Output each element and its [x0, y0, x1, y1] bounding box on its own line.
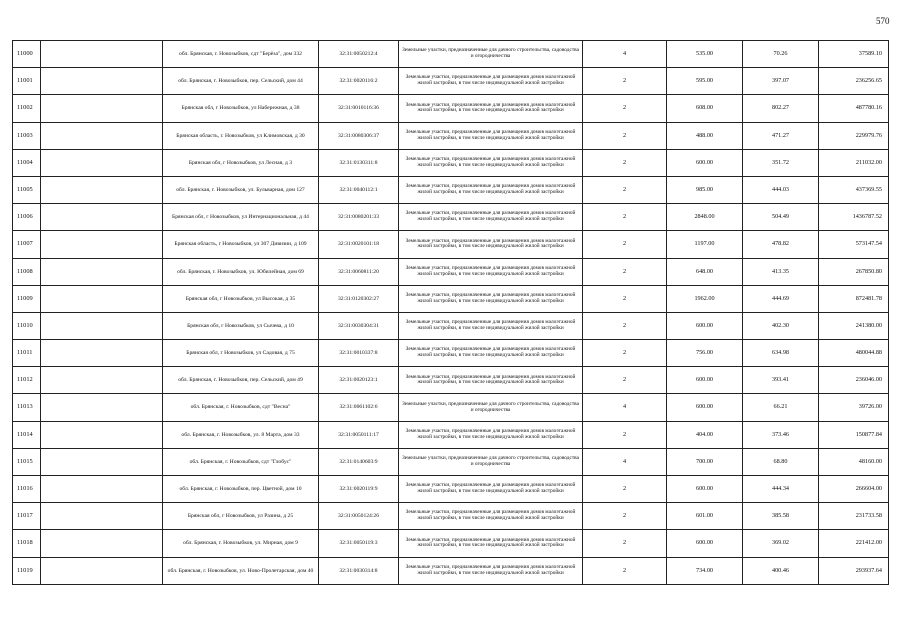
row-number-cell: 11011: [13, 340, 41, 367]
specific-value-cell: 385.58: [743, 503, 819, 530]
cadastral-number-cell: 32:31:0060811:20: [319, 258, 399, 285]
specific-value-cell: 397.07: [743, 68, 819, 95]
group-number-cell: 2: [583, 367, 667, 394]
address-cell: обл. Брянская, г. Новозыбков, ул. Мирная, дом 9: [163, 530, 319, 557]
cadastral-number-cell: 32:31:0030304:31: [319, 312, 399, 339]
land-use-cell: Земельные участки, предназначенные для размещения домов малоэтажной жилой застройки, в том числе индивидуальной жилой застройки: [399, 231, 583, 258]
land-use-cell: Земельные участки, предназначенные для дачного строительства, садоводства и огородничества: [399, 41, 583, 68]
table-row: [13, 122, 889, 149]
cadastral-number-cell: 32:31:0020123:1: [319, 367, 399, 394]
area-cell: 601.00: [667, 503, 743, 530]
cadastral-number-cell: 32:31:0061102:6: [319, 394, 399, 421]
group-number-cell: 2: [583, 340, 667, 367]
group-number-cell: 4: [583, 41, 667, 68]
address-cell: Брянская обл, г Новозыбков, ул Интернациональная, д 44: [163, 204, 319, 231]
land-use-cell: Земельные участки, предназначенные для размещения домов малоэтажной жилой застройки, в том числе индивидуальной жилой застройки: [399, 557, 583, 584]
group-number-cell: 2: [583, 149, 667, 176]
cadastral-number-cell: 32:31:0050124:26: [319, 503, 399, 530]
table-row: [13, 557, 889, 584]
row-number-cell: 11007: [13, 231, 41, 258]
cadastral-value-cell: 1436787.52: [819, 204, 889, 231]
cadastral-value-cell: 211032.00: [819, 149, 889, 176]
specific-value-cell: 471.27: [743, 122, 819, 149]
table-row: [13, 476, 889, 503]
cadastral-value-cell: 480044.88: [819, 340, 889, 367]
land-use-cell: Земельные участки, предназначенные для дачного строительства, садоводства и огородничества: [399, 448, 583, 475]
blank-cell: [41, 557, 163, 584]
blank-cell: [41, 149, 163, 176]
row-number-cell: 11010: [13, 312, 41, 339]
blank-cell: [41, 204, 163, 231]
group-number-cell: 2: [583, 312, 667, 339]
cadastral-number-cell: 32:31:0020119:9: [319, 476, 399, 503]
land-use-cell: Земельные участки, предназначенные для размещения домов малоэтажной жилой застройки, в том числе индивидуальной жилой застройки: [399, 476, 583, 503]
blank-cell: [41, 285, 163, 312]
table-row: [13, 231, 889, 258]
cadastral-value-cell: 229979.76: [819, 122, 889, 149]
cadastral-value-cell: 236256.65: [819, 68, 889, 95]
row-number-cell: 11009: [13, 285, 41, 312]
address-cell: обл. Брянская, г. Новозыбков, пер. Сельский, дом 49: [163, 367, 319, 394]
land-use-cell: Земельные участки, предназначенные для размещения домов малоэтажной жилой застройки, в том числе индивидуальной жилой застройки: [399, 149, 583, 176]
row-number-cell: 11005: [13, 176, 41, 203]
specific-value-cell: 504.49: [743, 204, 819, 231]
cadastral-value-cell: 573147.54: [819, 231, 889, 258]
table-row: [13, 340, 889, 367]
cadastral-value-cell: 37589.10: [819, 41, 889, 68]
row-number-cell: 11017: [13, 503, 41, 530]
row-number-cell: 11003: [13, 122, 41, 149]
cadastral-number-cell: 32:31:0030314:8: [319, 557, 399, 584]
table-row: [13, 68, 889, 95]
area-cell: 535.00: [667, 41, 743, 68]
land-use-cell: Земельные участки, предназначенные для размещения домов малоэтажной жилой застройки, в том числе индивидуальной жилой застройки: [399, 95, 583, 122]
table-row: [13, 367, 889, 394]
blank-cell: [41, 122, 163, 149]
cadastral-number-cell: 32:31:0010116:36: [319, 95, 399, 122]
area-cell: 734.00: [667, 557, 743, 584]
address-cell: Брянская обл, г Новозыбков, ул Садовая, д 75: [163, 340, 319, 367]
area-cell: 600.00: [667, 149, 743, 176]
cadastral-number-cell: 32:31:0040112:1: [319, 176, 399, 203]
table-row: [13, 176, 889, 203]
table-row: [13, 503, 889, 530]
specific-value-cell: 369.02: [743, 530, 819, 557]
address-cell: обл. Брянская, г. Новозыбков, ул. Юбилейная, дом 69: [163, 258, 319, 285]
land-use-cell: Земельные участки, предназначенные для дачного строительства, садоводства и огородничества: [399, 394, 583, 421]
group-number-cell: 2: [583, 421, 667, 448]
blank-cell: [41, 176, 163, 203]
cadastral-number-cell: 32:31:0010337:8: [319, 340, 399, 367]
cadastral-value-cell: 266604.00: [819, 476, 889, 503]
group-number-cell: 4: [583, 448, 667, 475]
cadastral-number-cell: 32:31:0080306:37: [319, 122, 399, 149]
row-number-cell: 11008: [13, 258, 41, 285]
address-cell: Брянская обл, г Новозыбков, ул Высокая, д 35: [163, 285, 319, 312]
group-number-cell: 4: [583, 394, 667, 421]
specific-value-cell: 402.30: [743, 312, 819, 339]
cadastral-value-cell: 267850.80: [819, 258, 889, 285]
group-number-cell: 2: [583, 231, 667, 258]
blank-cell: [41, 421, 163, 448]
group-number-cell: 2: [583, 285, 667, 312]
specific-value-cell: 68.80: [743, 448, 819, 475]
group-number-cell: 2: [583, 68, 667, 95]
specific-value-cell: 351.72: [743, 149, 819, 176]
page-number: 570: [876, 16, 890, 26]
row-number-cell: 11013: [13, 394, 41, 421]
blank-cell: [41, 340, 163, 367]
group-number-cell: 2: [583, 476, 667, 503]
land-use-cell: Земельные участки, предназначенные для размещения домов малоэтажной жилой застройки, в том числе индивидуальной жилой застройки: [399, 68, 583, 95]
area-cell: 756.00: [667, 340, 743, 367]
blank-cell: [41, 530, 163, 557]
blank-cell: [41, 503, 163, 530]
blank-cell: [41, 448, 163, 475]
area-cell: 600.00: [667, 476, 743, 503]
specific-value-cell: 444.69: [743, 285, 819, 312]
specific-value-cell: 634.98: [743, 340, 819, 367]
group-number-cell: 2: [583, 204, 667, 231]
table-row: [13, 95, 889, 122]
address-cell: Брянская обл, г Новозыбков, ул Набережная, д 38: [163, 95, 319, 122]
cadastral-number-cell: 32:31:0120302:27: [319, 285, 399, 312]
table-row: [13, 149, 889, 176]
cadastral-number-cell: 32:31:0140603:9: [319, 448, 399, 475]
row-number-cell: 11016: [13, 476, 41, 503]
land-use-cell: Земельные участки, предназначенные для размещения домов малоэтажной жилой застройки, в том числе индивидуальной жилой застройки: [399, 312, 583, 339]
cadastral-value-cell: 236046.00: [819, 367, 889, 394]
specific-value-cell: 66.21: [743, 394, 819, 421]
cadastral-value-cell: 48160.00: [819, 448, 889, 475]
table-row: [13, 530, 889, 557]
cadastral-value-cell: 221412.00: [819, 530, 889, 557]
group-number-cell: 2: [583, 95, 667, 122]
address-cell: обл. Брянская, г. Новозыбков, пер. Сельский, дом 44: [163, 68, 319, 95]
land-use-cell: Земельные участки, предназначенные для размещения домов малоэтажной жилой застройки, в том числе индивидуальной жилой застройки: [399, 258, 583, 285]
address-cell: обл. Брянская, г. Новозыбков, пер. Цветной, дом 10: [163, 476, 319, 503]
table-body: [13, 41, 889, 585]
area-cell: 595.00: [667, 68, 743, 95]
specific-value-cell: 444.03: [743, 176, 819, 203]
cadastral-number-cell: 32:31:0130311:8: [319, 149, 399, 176]
specific-value-cell: 478.82: [743, 231, 819, 258]
blank-cell: [41, 41, 163, 68]
area-cell: 600.00: [667, 530, 743, 557]
land-use-cell: Земельные участки, предназначенные для размещения домов малоэтажной жилой застройки, в том числе индивидуальной жилой застройки: [399, 503, 583, 530]
address-cell: Брянская область, г Новозыбков, ул 307 Дивизии, д 109: [163, 231, 319, 258]
land-use-cell: Земельные участки, предназначенные для размещения домов малоэтажной жилой застройки, в том числе индивидуальной жилой застройки: [399, 340, 583, 367]
land-use-cell: Земельные участки, предназначенные для размещения домов малоэтажной жилой застройки, в том числе индивидуальной жилой застройки: [399, 285, 583, 312]
row-number-cell: 11019: [13, 557, 41, 584]
cadastral-value-cell: 150877.84: [819, 421, 889, 448]
land-use-cell: Земельные участки, предназначенные для размещения домов малоэтажной жилой застройки, в том числе индивидуальной жилой застройки: [399, 367, 583, 394]
land-use-cell: Земельные участки, предназначенные для размещения домов малоэтажной жилой застройки, в том числе индивидуальной жилой застройки: [399, 421, 583, 448]
specific-value-cell: 400.46: [743, 557, 819, 584]
specific-value-cell: 444.34: [743, 476, 819, 503]
group-number-cell: 2: [583, 176, 667, 203]
specific-value-cell: 70.26: [743, 41, 819, 68]
area-cell: 600.00: [667, 394, 743, 421]
blank-cell: [41, 367, 163, 394]
specific-value-cell: 413.35: [743, 258, 819, 285]
area-cell: 1197.00: [667, 231, 743, 258]
group-number-cell: 2: [583, 122, 667, 149]
area-cell: 488.00: [667, 122, 743, 149]
land-use-cell: Земельные участки, предназначенные для размещения домов малоэтажной жилой застройки, в том числе индивидуальной жилой застройки: [399, 176, 583, 203]
row-number-cell: 11015: [13, 448, 41, 475]
area-cell: 608.00: [667, 95, 743, 122]
table-row: [13, 258, 889, 285]
cadastral-value-cell: 241380.00: [819, 312, 889, 339]
blank-cell: [41, 95, 163, 122]
blank-cell: [41, 476, 163, 503]
group-number-cell: 2: [583, 503, 667, 530]
row-number-cell: 11002: [13, 95, 41, 122]
specific-value-cell: 373.46: [743, 421, 819, 448]
address-cell: обл. Брянская, г. Новозыбков, сдт "Весна": [163, 394, 319, 421]
area-cell: 600.00: [667, 312, 743, 339]
cadastral-number-cell: 32:31:0080201:33: [319, 204, 399, 231]
row-number-cell: 11006: [13, 204, 41, 231]
cadastral-number-cell: 32:31:0050119:3: [319, 530, 399, 557]
group-number-cell: 2: [583, 557, 667, 584]
address-cell: обл. Брянская, г. Новозыбков, сдт "Глобус": [163, 448, 319, 475]
address-cell: Брянская обл, г Новозыбков, ул Разина, д 25: [163, 503, 319, 530]
cadastral-value-cell: 437369.55: [819, 176, 889, 203]
address-cell: обл. Брянская, г. Новозыбков, ул. Ново-Пролетарская, дом 40: [163, 557, 319, 584]
area-cell: 985.00: [667, 176, 743, 203]
cadastral-value-cell: 487780.16: [819, 95, 889, 122]
area-cell: 1962.00: [667, 285, 743, 312]
cadastral-number-cell: 32:31:0020101:18: [319, 231, 399, 258]
specific-value-cell: 393.41: [743, 367, 819, 394]
land-use-cell: Земельные участки, предназначенные для размещения домов малоэтажной жилой застройки, в том числе индивидуальной жилой застройки: [399, 204, 583, 231]
blank-cell: [41, 394, 163, 421]
table-row: [13, 41, 889, 68]
area-cell: 404.00: [667, 421, 743, 448]
cadastral-number-cell: 32:31:0050111:17: [319, 421, 399, 448]
area-cell: 700.00: [667, 448, 743, 475]
row-number-cell: 11014: [13, 421, 41, 448]
table-row: [13, 312, 889, 339]
address-cell: Брянская область, г. Новозыбков, ул Климовская, д 30: [163, 122, 319, 149]
blank-cell: [41, 231, 163, 258]
blank-cell: [41, 68, 163, 95]
blank-cell: [41, 312, 163, 339]
address-cell: Брянская обл, г Новозыбков, ул Лесная, д 3: [163, 149, 319, 176]
cadastral-value-cell: 231733.58: [819, 503, 889, 530]
address-cell: обл. Брянская, г. Новозыбков, ул. Бульварная, дом 127: [163, 176, 319, 203]
cadastral-value-cell: 293937.64: [819, 557, 889, 584]
land-use-cell: Земельные участки, предназначенные для размещения домов малоэтажной жилой застройки, в том числе индивидуальной жилой застройки: [399, 530, 583, 557]
cadastral-number-cell: 32:31:0020116:2: [319, 68, 399, 95]
table-row: [13, 204, 889, 231]
row-number-cell: 11004: [13, 149, 41, 176]
table-row: [13, 394, 889, 421]
address-cell: обл. Брянская, г. Новозыбков, ул. 8 Марта, дом 33: [163, 421, 319, 448]
row-number-cell: 11000: [13, 41, 41, 68]
blank-cell: [41, 258, 163, 285]
table-row: [13, 285, 889, 312]
group-number-cell: 2: [583, 530, 667, 557]
area-cell: 600.00: [667, 367, 743, 394]
cadastral-value-table: [12, 40, 889, 585]
table-row: [13, 421, 889, 448]
row-number-cell: 11012: [13, 367, 41, 394]
land-use-cell: Земельные участки, предназначенные для размещения домов малоэтажной жилой застройки, в том числе индивидуальной жилой застройки: [399, 122, 583, 149]
row-number-cell: 11018: [13, 530, 41, 557]
address-cell: Брянская обл, г Новозыбков, ул Сычева, д 10: [163, 312, 319, 339]
cadastral-number-cell: 32:31:0050212:4: [319, 41, 399, 68]
address-cell: обл. Брянская, г. Новозыбков, сдт "Берёза", дом 332: [163, 41, 319, 68]
group-number-cell: 2: [583, 258, 667, 285]
cadastral-value-cell: 39726.00: [819, 394, 889, 421]
row-number-cell: 11001: [13, 68, 41, 95]
cadastral-value-cell: 872481.78: [819, 285, 889, 312]
specific-value-cell: 802.27: [743, 95, 819, 122]
area-cell: 648.00: [667, 258, 743, 285]
table-row: [13, 448, 889, 475]
area-cell: 2848.00: [667, 204, 743, 231]
